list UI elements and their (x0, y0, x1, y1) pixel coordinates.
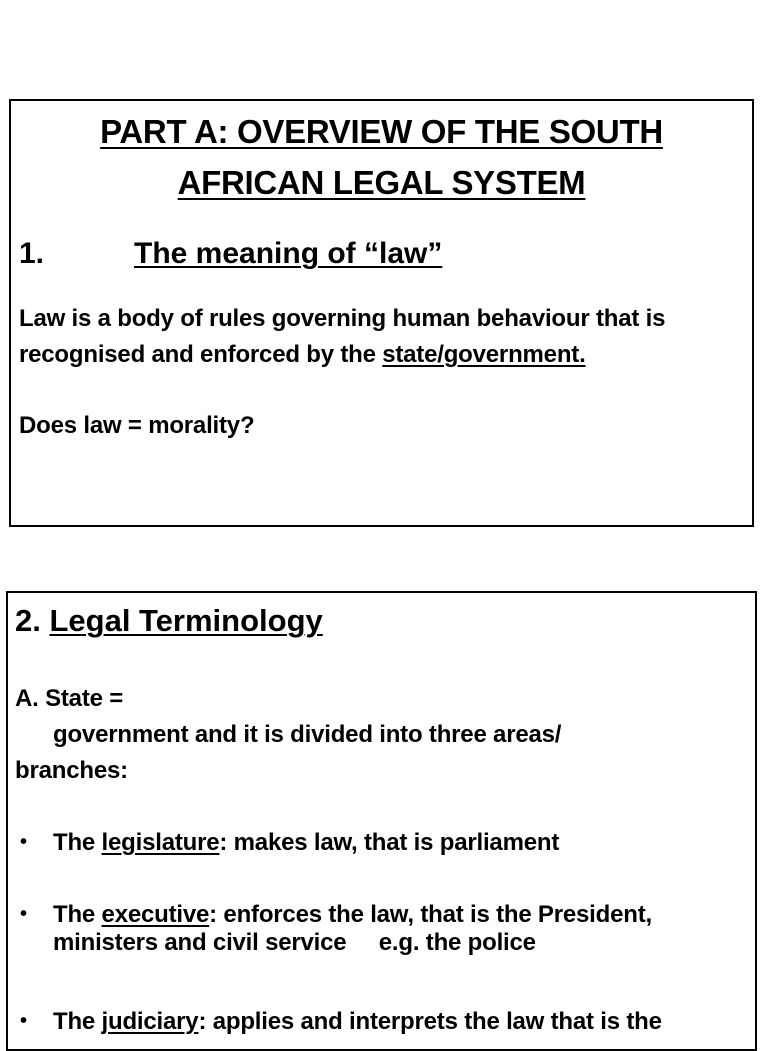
section-heading-meaning-of-law (19, 237, 442, 271)
definition-text: recognised and enforced by the (19, 341, 383, 368)
bullet-judiciary: • The judiciary: applies and interprets the law that is the (20, 1008, 662, 1035)
bullet-dot-icon: • (20, 831, 27, 853)
slide-title-line-2: AFRICAN LEGAL SYSTEM (177, 164, 586, 201)
term-legislature: legislature (101, 829, 220, 856)
slide-overview (9, 99, 754, 527)
bullet-legislature: • The legislature: makes law, that is parliament (20, 829, 560, 856)
section-title: Legal Terminology (49, 603, 323, 638)
bullet-executive-cont: ministers and civil service e.g. the police (53, 929, 536, 956)
bullet-dot-icon: • (20, 1010, 27, 1032)
term-executive: executive (101, 901, 210, 928)
definition-line-1: Law is a body of rules governing human behaviour that is (19, 305, 666, 332)
section-title: The meaning of “law” (134, 237, 443, 270)
item-a-description: government and it is divided into three areas/ (53, 721, 562, 748)
bullet-dot-icon: • (20, 903, 27, 925)
item-a-description-cont: branches: (15, 757, 128, 784)
morality-question: Does law = morality? (19, 412, 255, 439)
section-number: 2. (15, 603, 50, 638)
section-number: 1. (19, 237, 45, 270)
definition-line-2 (19, 341, 586, 369)
slide-title-line-1: PART A: OVERVIEW OF THE SOUTH (100, 113, 663, 150)
slide-legal-terminology (6, 591, 757, 1051)
item-a-label: A. State = (15, 685, 124, 712)
term-judiciary: judiciary (101, 1008, 199, 1035)
bullet-executive: • The executive: enforces the law, that is the President, ministers and civil service e.g. the police (20, 901, 652, 956)
definition-underlined-term: state/government. (382, 341, 586, 368)
section-heading-legal-terminology (15, 603, 323, 639)
